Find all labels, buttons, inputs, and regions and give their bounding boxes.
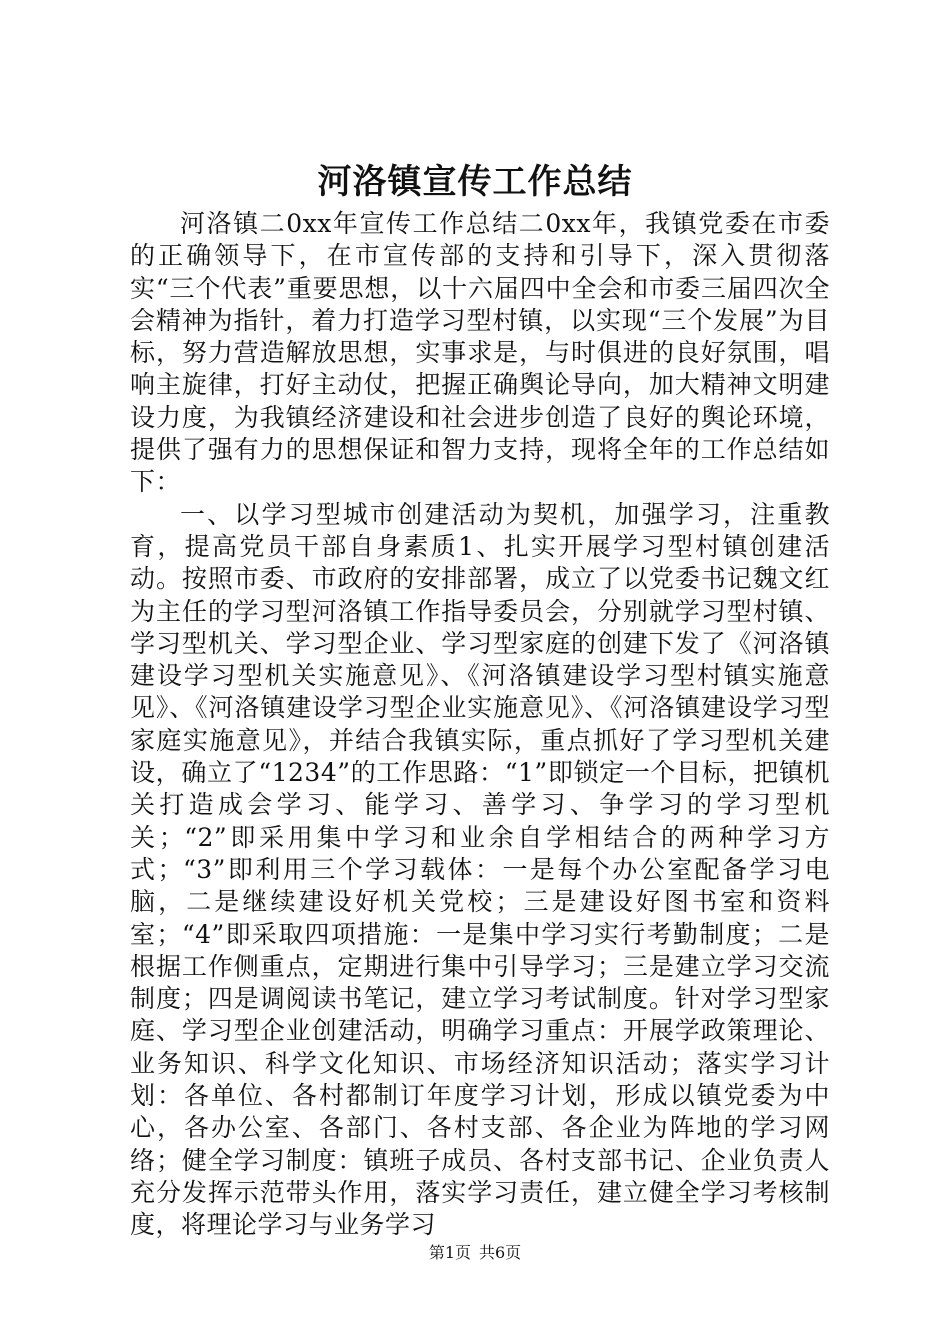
page-number-current: 第1页 — [428, 1243, 471, 1262]
page-footer — [0, 1242, 950, 1264]
paragraph-section-one: 一、以学习型城市创建活动为契机，加强学习，注重教育，提高党员干部自身素质1、扎实开展学习型村镇创建活动。按照市委、市政府的安排部署，成立了以党委书记魏文红为主任的学习型河洛镇工作指导委员会，分别就学习型村镇、学习型机关、学习型企业、学习型家庭的创建下发了《河洛镇建设学习型机关实施意见》、《河洛镇建设学习型村镇实施意见》、《河洛镇建设学习型企业实施意见》、《河洛镇建设学习型家庭实施意见》，并结合我镇实际，重点抓好了学习型机关建设，确立了“1234”的工作思路：“1”即锁定一个目标，把镇机关打造成会学习、能学习、善学习、争学习的学习型机关；“2”即采用集中学习和业余自学相结合的两种学习方式；“3”即利用三个学习载体：一是每个办公室配备学习电脑，二是继续建设好机关党校；三是建设好图书室和资料室；“4”即采取四项措施：一是集中学习实行考勤制度；二是根据工作侧重点，定期进行集中引导学习；三是建立学习交流制度；四是调阅读书笔记，建立学习考试制度。针对学习型家庭、学习型企业创建活动，明确学习重点：开展学政策理论、业务知识、科学文化知识、市场经济知识活动；落实学习计划：各单位、各村都制订年度学习计划，形成以镇党委为中心，各办公室、各部门、各村支部、各企业为阵地的学习网络；健全学习制度：镇班子成员、各村支部书记、企业负责人充分发挥示范带头作用，落实学习责任，建立健全学习考核制度，将理论学习与业务学习 — [130, 499, 830, 1240]
paragraph-intro: 河洛镇二0xx年宣传工作总结二0xx年，我镇党委在市委的正确领导下，在市宣传部的支持和引导下，深入贯彻落实“三个代表”重要思想，以十六届四中全会和市委三届四次全会精神为指针，着力打造学习型村镇，以实现“三个发展”为目标，努力营造解放思想，实事求是，与时俱进的良好氛围，唱响主旋律，打好主动仗，把握正确舆论导向，加大精神文明建设力度，为我镇经济建设和社会进步创造了良好的舆论环境，提供了强有力的思想保证和智力支持，现将全年的工作总结如下： — [130, 209, 830, 497]
page-number-total: 共6页 — [479, 1243, 522, 1262]
document-body — [130, 208, 830, 1242]
document-title: 河洛镇宣传工作总结 — [317, 162, 633, 202]
